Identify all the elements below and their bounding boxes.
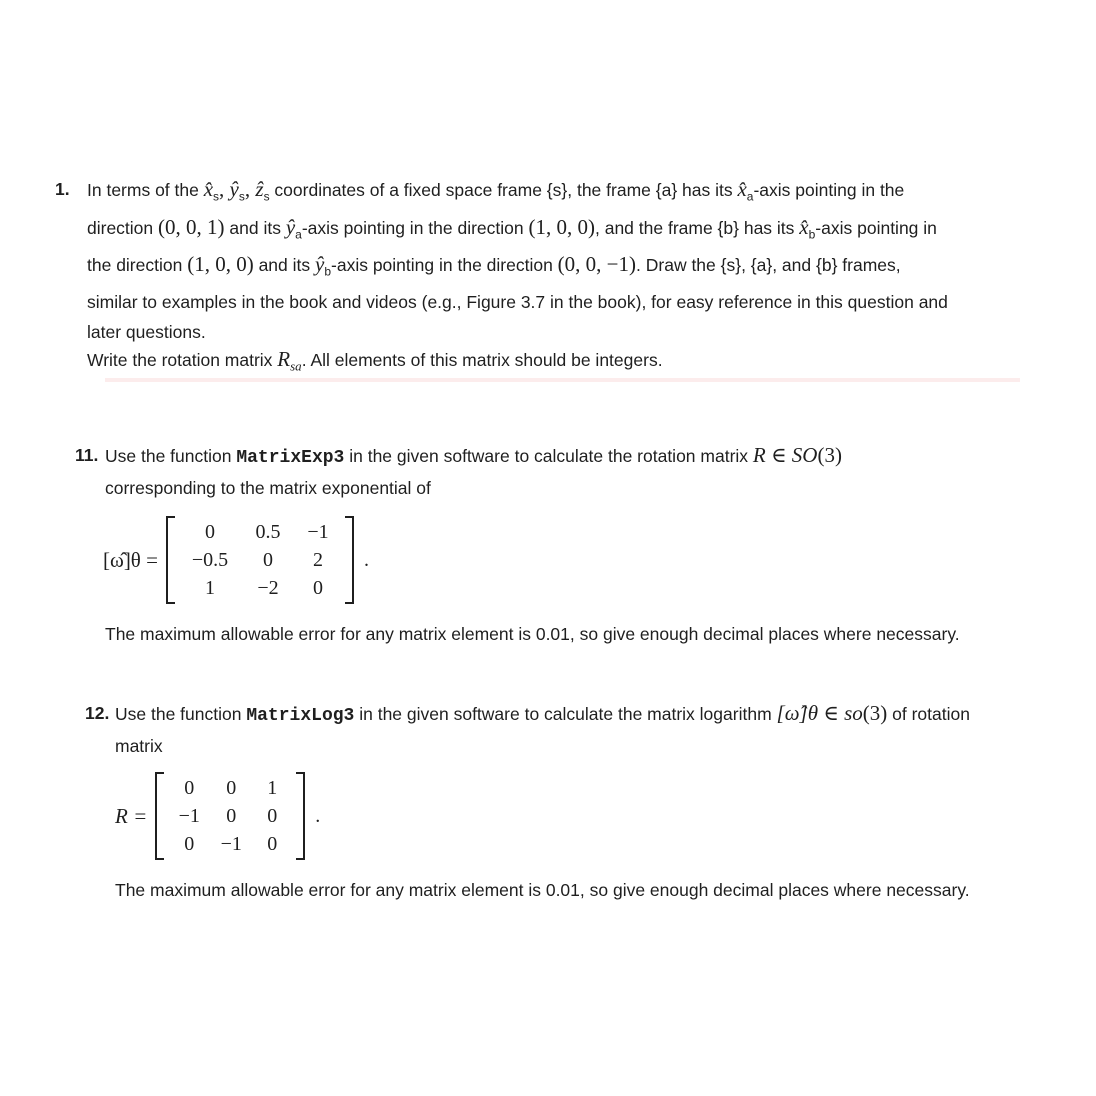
math-vector: (0, 0, −1) <box>557 252 637 276</box>
omega-theta-matrix <box>103 516 369 604</box>
matrix-cell: 0 <box>312 576 323 599</box>
text-fragment: . Draw the {s}, {a}, and {b} frames, <box>636 255 901 275</box>
subscript: a <box>746 189 754 204</box>
left-bracket <box>166 516 175 604</box>
matrix-cell: 0 <box>262 548 273 571</box>
text-line-2: matrix <box>115 736 163 756</box>
text-fragment: direction <box>87 217 159 238</box>
matrix-cell: −1 <box>220 832 242 855</box>
text-line-3 <box>87 249 1047 287</box>
subscript: b <box>324 264 332 279</box>
matrix-cell: 0 <box>184 776 195 799</box>
matrix-grid <box>164 776 296 857</box>
math-y-hat: ŷ <box>285 214 296 239</box>
text-fragment: in the given software to calculate the rotation matrix <box>344 446 753 466</box>
math-comma: , <box>219 177 230 201</box>
math-omega-theta: [ω̂]θ <box>776 701 819 725</box>
math-in-symbol: ∈ <box>818 701 845 725</box>
problem-text <box>87 174 1047 347</box>
math-y-hat: ŷ <box>229 177 239 201</box>
text-line-2: corresponding to the matrix exponential of <box>105 478 431 498</box>
write-rotation-instruction <box>87 344 663 382</box>
text-line-1 <box>105 440 1045 473</box>
subscript: s <box>238 189 245 204</box>
matrix-label: [ω̂]θ = <box>103 547 158 572</box>
subscript: a <box>295 227 302 241</box>
text-fragment: of rotation <box>887 704 970 724</box>
error-note: The maximum allowable error for any matrix element is 0.01, so give enough decimal places where necessary. <box>115 880 970 900</box>
text-fragment: . All elements of this matrix should be integers. <box>301 350 663 370</box>
right-bracket <box>345 516 354 604</box>
left-bracket <box>155 772 164 860</box>
text-line-1 <box>87 174 1047 212</box>
matrix-cell: 0 <box>204 520 215 543</box>
error-note: The maximum allowable error for any matrix element is 0.01, so give enough decimal places where necessary. <box>105 624 960 644</box>
text-fragment: In terms of the <box>87 180 204 200</box>
matrix-label: R = <box>115 803 148 828</box>
math-y-hat: ŷ <box>315 252 325 276</box>
rotation-matrix <box>115 772 320 860</box>
text-fragment: Use the function <box>105 446 237 466</box>
problem-text <box>115 698 1055 761</box>
matrix-grid <box>175 520 345 601</box>
problem-number: 1. <box>55 179 70 199</box>
math-comma: , <box>244 177 256 201</box>
text-fragment: and its <box>253 255 315 275</box>
answer-highlight-bar <box>105 378 1020 382</box>
math-SO: SO <box>791 443 818 467</box>
math-z-hat: ẑ <box>255 177 264 201</box>
right-bracket <box>296 772 305 860</box>
matrix-cell: 0 <box>226 804 237 827</box>
matrix-cell: 0 <box>226 776 237 799</box>
text-line-5: later questions. <box>87 321 206 342</box>
math-R: R <box>752 443 766 467</box>
text-line-4: similar to examples in the book and videos (e.g., Figure 3.7 in the book), for easy reference in this question and <box>87 291 948 312</box>
math-x-hat: x̂ <box>737 177 747 201</box>
matrix-cell: 1 <box>267 776 278 799</box>
math-vector: (1, 0, 0) <box>528 214 595 239</box>
math-x-hat: x̂ <box>799 214 809 239</box>
math-paren: (3) <box>862 701 888 725</box>
period: . <box>363 548 369 571</box>
matrix-cell: 0.5 <box>255 520 281 543</box>
period: . <box>315 804 321 827</box>
matrix-cell: 1 <box>204 576 215 599</box>
math-paren: (3) <box>817 443 842 467</box>
text-fragment: Use the function <box>115 704 247 724</box>
math-vector: (1, 0, 0) <box>187 252 254 276</box>
math-so: so <box>844 701 863 725</box>
problem-number: 12. <box>85 703 110 723</box>
text-fragment: -axis pointing in the direction <box>331 255 558 275</box>
text-fragment: the direction <box>87 255 188 275</box>
text-fragment: , and the frame {b} has its <box>594 217 800 238</box>
math-in-symbol: ∈ <box>765 443 792 467</box>
subscript: s <box>263 189 270 204</box>
matrix-cell: 0 <box>184 832 195 855</box>
text-fragment: -axis pointing in the <box>753 180 905 200</box>
matrix-cell: 0 <box>267 832 278 855</box>
subscript: sa <box>290 358 302 374</box>
text-line-1 <box>115 698 1055 731</box>
function-name: MatrixLog3 <box>246 706 355 726</box>
math-x-hat: x̂ <box>203 177 214 201</box>
matrix-cell: −2 <box>257 576 279 599</box>
text-fragment: and its <box>224 217 286 238</box>
text-fragment: Write the rotation matrix <box>87 350 278 370</box>
problem-text <box>105 440 1045 503</box>
text-fragment: coordinates of a fixed space frame {s}, the frame {a} has its <box>269 180 738 200</box>
text-line-2 <box>87 212 1047 250</box>
problem-number: 11. <box>75 445 99 465</box>
text-fragment: -axis pointing in the direction <box>301 217 529 238</box>
math-R: R <box>277 347 291 371</box>
subscript: b <box>808 227 816 241</box>
matrix-cell: 2 <box>312 548 323 571</box>
function-name: MatrixExp3 <box>236 448 345 468</box>
math-vector: (0, 0, 1) <box>158 214 225 239</box>
text-fragment: -axis pointing in <box>815 217 937 238</box>
matrix-cell: −1 <box>307 520 329 543</box>
text-fragment: in the given software to calculate the matrix logarithm <box>354 704 777 724</box>
matrix-cell: −0.5 <box>191 548 229 571</box>
subscript: s <box>213 189 220 204</box>
matrix-cell: −1 <box>178 804 200 827</box>
matrix-cell: 0 <box>267 804 278 827</box>
